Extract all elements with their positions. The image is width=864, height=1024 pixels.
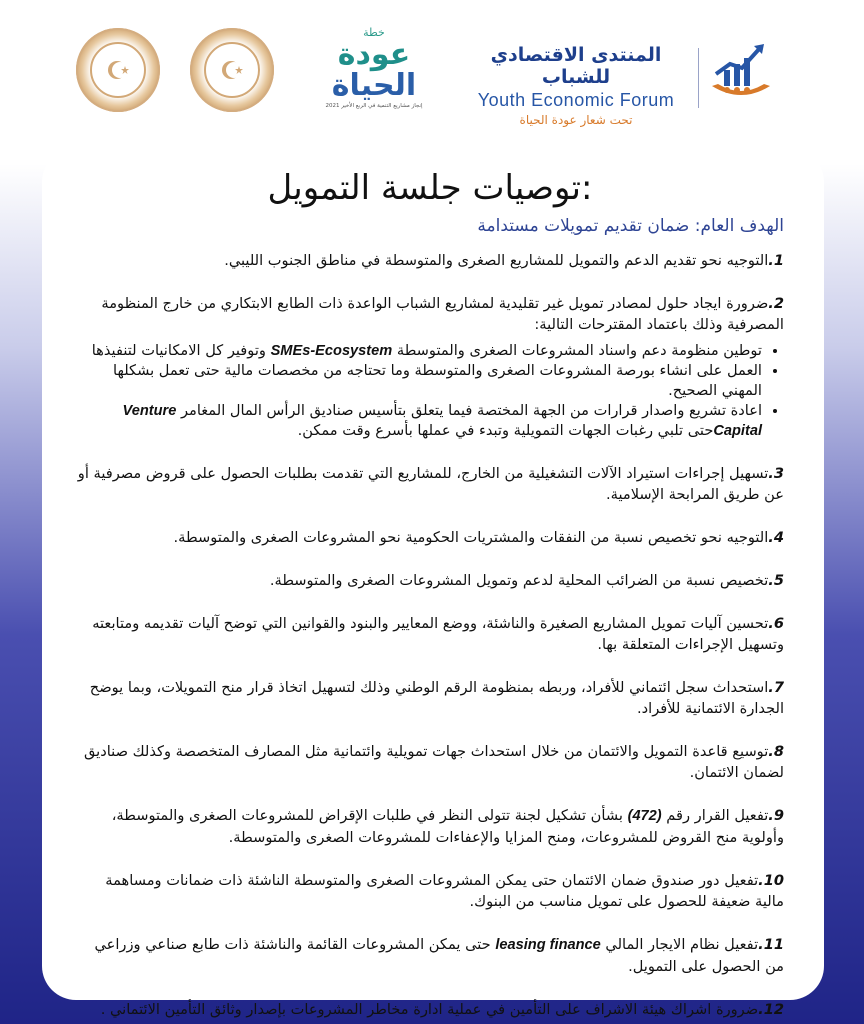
item-text: تحسين آليات تمويل المشاريع الصغيرة والناشئة، ووضع المعايير والبنود والقوانين التي توضح آليات تقديمه ومتابعته وتسهيل الإجراءات المتعلقة بها.	[92, 615, 784, 653]
page-title: توصيات جلسة التمويل:	[267, 168, 593, 208]
general-goal-label: الهدف العام:	[694, 216, 784, 236]
general-goal-text: ضمان تقديم تمويلات مستدامة	[477, 216, 690, 236]
state-seal-icon	[76, 28, 160, 112]
bullet-item	[76, 361, 762, 401]
bullet-latin-term: Venture Capital	[122, 403, 762, 439]
forum-name-arabic: المنتدى الاقتصادي للشباب	[490, 44, 662, 88]
ministry-seal-icon	[190, 28, 274, 112]
item-number: 9.	[768, 807, 784, 824]
header-divider	[698, 48, 699, 108]
decree-number: (472)	[627, 808, 662, 824]
item-number: 2.	[768, 295, 784, 312]
recommendation-item	[76, 463, 784, 505]
bullet-text: اعادة تشريع واصدار قرارات من الجهة المختصة فيما يتعلق بتأسيس صناديق الرأس المال المغامر	[180, 402, 762, 419]
bullet-text: توطين منظومة دعم واسناد المشروعات الصغرى والمتوسطة	[396, 342, 762, 359]
plan-logo-line2: الحياة	[331, 68, 417, 103]
bullet-text: حتى تلبي رغبات الجهات التمويلية وتبدء في عملها بأسرع وقت ممكن.	[297, 422, 714, 439]
plan-logo	[318, 26, 430, 126]
recommendation-item	[76, 870, 784, 912]
forum-name	[456, 44, 696, 127]
bullet-item	[76, 341, 762, 361]
item-number: 10.	[758, 872, 784, 889]
item-text: تفعيل القرار رقم	[666, 807, 769, 824]
recommendation-item	[76, 293, 784, 335]
plan-logo-tagline: إنجاز مشاريع التنمية في الربع الأخير 2021	[325, 103, 423, 109]
bullet-text: وتوفير كل الامكانيات لتنفيذها	[91, 342, 266, 359]
item-number: 11.	[758, 936, 784, 953]
item-number: 12.	[758, 1001, 784, 1018]
general-goal	[76, 216, 784, 236]
recommendation-item	[76, 805, 784, 848]
item-number: 1.	[768, 252, 784, 269]
item-text: تسهيل إجراءات استيراد الآلات التشغيلية من الخارج، للمشاريع التي تقدمت بطلبات الحصول على قروض مصرفية أو عن طريق المرابحة الإسلامية.	[77, 465, 784, 503]
item-number: 6.	[768, 615, 784, 632]
item-number: 7.	[768, 679, 784, 696]
forum-slogan: تحت شعار عودة الحياة	[519, 113, 633, 127]
item-text: توسيع قاعدة التمويل والائتمان من خلال استحداث جهات تمويلية وائتمانية مثل المصارف المتخصصة وكذلك صناديق لضمان الائتمان.	[84, 743, 784, 781]
plan-logo-line1: عودة	[337, 37, 411, 72]
item-text: ضرورة ايجاد حلول لمصادر تمويل غير تقليدية لمشاريع الشباب الواعدة ذات الطابع الابتكاري من خارج المنظومة المصرفية وذلك باعتماد المقترحات التالية:	[101, 295, 784, 333]
recommendation-item	[76, 999, 784, 1020]
item-text: بشأن تشكيل لجنة تتولى النظر في طلبات الإقراض للمشروعات الصغرى والمتوسطة، وأولوية منح القروض للمشروعات، ومنح المزايا والإعفاءات للمشروعات الصغرى والمتوسطة.	[111, 807, 784, 846]
recommendation-item	[76, 570, 784, 591]
bullet-latin-term: SMEs-Ecosystem	[270, 343, 393, 359]
item-text: تخصيص نسبة من الضرائب المحلية لدعم وتمويل المشروعات الصغرى والمتوسطة.	[269, 572, 769, 589]
item-number: 3.	[768, 465, 784, 482]
header	[0, 0, 864, 140]
item-number: 8.	[768, 743, 784, 760]
item-number: 5.	[768, 572, 784, 589]
recommendation-item	[76, 741, 784, 783]
recommendation-item	[76, 250, 784, 271]
item-text: حتى يمكن المشروعات القائمة والناشئة ذات طابع صناعي وزراعي من الحصول على التمويل.	[94, 936, 784, 975]
recommendations-list	[76, 250, 784, 1020]
forum-name-english: Youth Economic Forum	[477, 90, 675, 110]
latin-term: leasing finance	[495, 937, 601, 953]
item-text: ضرورة اشراك هيئة الاشراف على التأمين في عملية ادارة مخاطر المشروعات بإصدار وثائق التأمين الائتماني .	[100, 1001, 759, 1018]
bullet-text: العمل على انشاء بورصة المشروعات الصغرى والمتوسطة وما تحتاجه من مخصصات مالية حتى تعمل بشكلها المهني الصحيح.	[113, 362, 762, 399]
item-text: تفعيل دور صندوق ضمان الائتمان حتى يمكن المشروعات الصغرى والمتوسطة الناشئة ذات ضمانات ومساهمة مالية ضعيفة للحصول على تمويل مناسب من البنوك.	[105, 872, 784, 910]
recommendation-2-bullets	[76, 341, 784, 441]
forum-logo-icon	[706, 40, 776, 104]
item-text: التوجيه نحو تخصيص نسبة من النفقات والمشتريات الحكومية نحو المشروعات الصغرى والمتوسطة.	[173, 529, 769, 546]
recommendation-item	[76, 613, 784, 655]
recommendation-item	[76, 527, 784, 548]
item-text: تفعيل نظام الايجار المالي	[605, 936, 759, 953]
item-number: 4.	[768, 529, 784, 546]
item-text: استحداث سجل ائتماني للأفراد، وربطه بمنظومة الرقم الوطني وذلك لتسهيل اتخاذ قرار منح التمويلات، وبما يوضح الجدارة الائتمانية للأفراد.	[89, 679, 784, 717]
plan-logo-small: خطة	[363, 26, 385, 39]
item-text: التوجيه نحو تقديم الدعم والتمويل للمشاريع الصغرى والمتوسطة في مناطق الجنوب الليبي.	[224, 252, 769, 269]
recommendations-card	[42, 148, 824, 1018]
recommendation-item	[76, 677, 784, 719]
bullet-item	[76, 401, 762, 441]
recommendation-item	[76, 934, 784, 977]
